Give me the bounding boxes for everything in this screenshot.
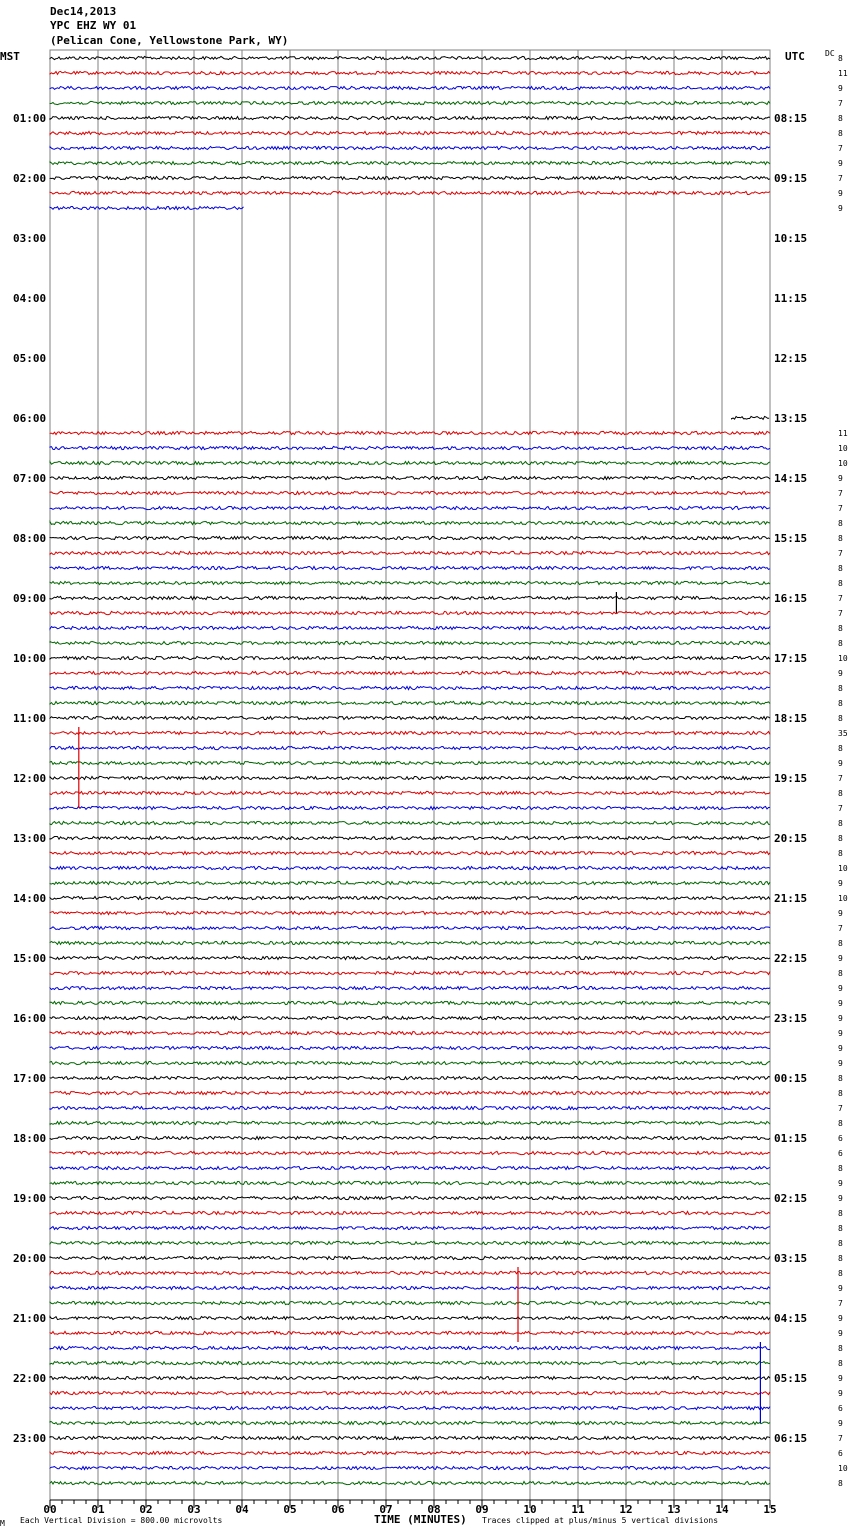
dc-offset-value: 7 <box>838 774 843 783</box>
seismic-trace <box>50 881 770 884</box>
hour-label-mst: 06:00 <box>13 412 47 425</box>
dc-offset-value: 8 <box>838 54 843 63</box>
hour-label-utc: 06:15 <box>774 1432 808 1445</box>
seismic-trace <box>50 1091 770 1094</box>
left-timezone-label: MST <box>0 50 20 63</box>
seismic-trace <box>50 1316 770 1319</box>
plot-frame <box>50 50 770 1500</box>
seismic-trace <box>50 56 770 59</box>
x-tick-label: 00 <box>43 1503 57 1516</box>
seismic-trace <box>50 71 770 74</box>
seismic-trace <box>50 1001 770 1004</box>
seismic-trace <box>732 416 770 419</box>
dc-offset-value: 8 <box>838 1254 843 1263</box>
seismic-trace <box>50 1211 770 1214</box>
dc-offset-value: 9 <box>838 909 843 918</box>
dc-offset-value: 6 <box>838 1149 843 1158</box>
corner-mark: M <box>0 1519 5 1528</box>
seismic-trace <box>50 731 770 734</box>
hour-label-mst: 09:00 <box>13 592 47 605</box>
seismic-trace <box>50 491 770 494</box>
seismic-trace <box>50 581 770 584</box>
seismic-trace <box>50 146 770 149</box>
dc-offset-value: 9 <box>838 1194 843 1203</box>
seismic-trace <box>50 716 770 719</box>
dc-offset-value: 9 <box>838 1284 843 1293</box>
seismic-trace <box>50 851 770 854</box>
seismic-trace <box>50 1271 770 1274</box>
hour-label-utc: 19:15 <box>774 772 808 785</box>
dc-offset-value: 8 <box>838 624 843 633</box>
seismic-trace <box>50 671 770 674</box>
seismic-trace <box>50 566 770 569</box>
seismic-trace <box>50 1061 770 1064</box>
hour-label-utc: 16:15 <box>774 592 808 605</box>
seismic-trace <box>50 1301 770 1304</box>
dc-offset-value: 7 <box>838 504 843 513</box>
seismic-trace <box>50 686 770 689</box>
hour-label-mst: 03:00 <box>13 232 47 245</box>
hour-label-mst: 01:00 <box>13 112 47 125</box>
hour-label-utc: 11:15 <box>774 292 808 305</box>
hour-label-mst: 17:00 <box>13 1072 47 1085</box>
hour-label-mst: 21:00 <box>13 1312 47 1325</box>
dc-offset-value: 8 <box>838 684 843 693</box>
hour-label-mst: 16:00 <box>13 1012 47 1025</box>
dc-offset-value: 8 <box>838 639 843 648</box>
dc-offset-value: 9 <box>838 1014 843 1023</box>
traces-group <box>50 54 848 1488</box>
dc-offset-value: 10 <box>838 459 848 468</box>
seismic-trace <box>50 1136 770 1139</box>
hour-label-mst: 23:00 <box>13 1432 47 1445</box>
dc-offset-value: 8 <box>838 534 843 543</box>
seismic-trace <box>50 191 770 194</box>
hour-label-mst: 18:00 <box>13 1132 47 1145</box>
seismic-trace <box>50 626 770 629</box>
dc-offset-value: 9 <box>838 984 843 993</box>
dc-offset-value: 8 <box>838 1239 843 1248</box>
seismic-trace <box>50 1031 770 1034</box>
dc-offset-value: 8 <box>838 1209 843 1218</box>
dc-offset-value: 9 <box>838 474 843 483</box>
dc-offset-value: 7 <box>838 144 843 153</box>
hour-label-utc: 21:15 <box>774 892 808 905</box>
dc-offset-value: 8 <box>838 849 843 858</box>
x-tick-label: 03 <box>187 1503 201 1516</box>
seismic-trace <box>50 446 770 449</box>
seismic-trace <box>50 1361 770 1364</box>
x-tick-label: 14 <box>715 1503 729 1516</box>
dc-offset-value: 6 <box>838 1449 843 1458</box>
seismic-trace <box>50 536 770 539</box>
dc-offset-value: 8 <box>838 114 843 123</box>
seismic-trace <box>50 1406 770 1409</box>
dc-offset-value: 9 <box>838 1029 843 1038</box>
dc-offset-value: 8 <box>838 1074 843 1083</box>
hour-label-utc: 17:15 <box>774 652 808 665</box>
seismic-trace <box>50 641 770 644</box>
seismic-trace <box>50 1421 770 1424</box>
seismic-trace <box>50 1331 770 1334</box>
dc-offset-value: 7 <box>838 549 843 558</box>
seismic-trace <box>50 1436 770 1439</box>
seismic-trace <box>50 1196 770 1199</box>
seismic-trace <box>50 746 770 749</box>
seismic-trace <box>50 1376 770 1379</box>
seismic-trace <box>50 701 770 704</box>
seismic-trace <box>50 1046 770 1049</box>
seismic-trace <box>50 971 770 974</box>
clip-note: Traces clipped at plus/minus 5 vertical divisions <box>482 1516 719 1525</box>
seismic-trace <box>50 1181 770 1184</box>
dc-offset-value: 8 <box>838 1119 843 1128</box>
dc-offset-value: 7 <box>838 489 843 498</box>
dc-offset-value: 9 <box>838 954 843 963</box>
dc-offset-value: 9 <box>838 1389 843 1398</box>
dc-offset-value: 9 <box>838 1059 843 1068</box>
seismic-trace <box>50 1121 770 1124</box>
seismic-trace <box>50 161 770 164</box>
hour-label-mst: 14:00 <box>13 892 47 905</box>
seismic-trace <box>50 1391 770 1394</box>
seismic-trace <box>50 596 770 599</box>
header-station: YPC EHZ WY 01 <box>50 19 137 32</box>
seismic-trace <box>50 941 770 944</box>
dc-offset-value: 9 <box>838 1329 843 1338</box>
seismic-trace <box>50 1166 770 1169</box>
x-tick-label: 06 <box>331 1503 345 1516</box>
seismic-trace <box>50 131 770 134</box>
dc-offset-value: 8 <box>838 129 843 138</box>
seismic-trace <box>50 776 770 779</box>
hour-label-utc: 12:15 <box>774 352 808 365</box>
hour-label-utc: 14:15 <box>774 472 808 485</box>
hour-label-mst: 13:00 <box>13 832 47 845</box>
seismic-trace <box>50 1451 770 1454</box>
dc-offset-value: 9 <box>838 204 843 213</box>
seismic-trace <box>50 1226 770 1229</box>
seismic-trace <box>50 1286 770 1289</box>
dc-offset-value: 9 <box>838 1179 843 1188</box>
dc-offset-value: 9 <box>838 759 843 768</box>
seismic-trace <box>50 1016 770 1019</box>
seismic-trace <box>50 431 770 434</box>
seismic-trace <box>50 896 770 899</box>
dc-offset-value: 7 <box>838 1104 843 1113</box>
dc-offset-value: 8 <box>838 699 843 708</box>
seismic-trace <box>50 1466 770 1469</box>
x-axis-label: TIME (MINUTES) <box>374 1513 467 1526</box>
header-location: (Pelican Cone, Yellowstone Park, WY) <box>50 34 289 47</box>
x-tick-label: 01 <box>91 1503 105 1516</box>
hour-label-mst: 11:00 <box>13 712 47 725</box>
dc-offset-value: 9 <box>838 84 843 93</box>
hour-label-utc: 08:15 <box>774 112 808 125</box>
dc-offset-value: 11 <box>838 429 848 438</box>
seismic-trace <box>50 1076 770 1079</box>
dc-offset-value: 7 <box>838 924 843 933</box>
hour-label-utc: 15:15 <box>774 532 808 545</box>
dc-offset-value: 8 <box>838 564 843 573</box>
seismic-trace <box>50 611 770 614</box>
hour-label-mst: 19:00 <box>13 1192 47 1205</box>
seismic-trace <box>50 1241 770 1244</box>
x-tick-label: 12 <box>619 1503 633 1516</box>
seismic-trace <box>50 836 770 839</box>
seismic-trace <box>50 791 770 794</box>
seismic-trace <box>50 1346 770 1349</box>
hour-label-mst: 20:00 <box>13 1252 47 1265</box>
hour-label-mst: 04:00 <box>13 292 47 305</box>
hour-label-utc: 23:15 <box>774 1012 808 1025</box>
hour-label-mst: 05:00 <box>13 352 47 365</box>
hour-label-utc: 09:15 <box>774 172 808 185</box>
seismic-trace <box>50 866 770 869</box>
scale-note: Each Vertical Division = 800.00 microvolts <box>20 1516 223 1525</box>
hour-label-utc: 20:15 <box>774 832 808 845</box>
hour-label-mst: 12:00 <box>13 772 47 785</box>
dc-offset-value: 6 <box>838 1404 843 1413</box>
right-timezone-label: UTC <box>785 50 805 63</box>
dc-offset-value: 9 <box>838 1374 843 1383</box>
dc-offset-value: 9 <box>838 879 843 888</box>
seismic-trace <box>50 1106 770 1109</box>
dc-offset-value: 8 <box>838 1359 843 1368</box>
seismic-trace <box>50 656 770 659</box>
hour-label-utc: 10:15 <box>774 232 808 245</box>
seismic-trace <box>50 911 770 914</box>
seismic-trace <box>50 821 770 824</box>
x-tick-label: 07 <box>379 1503 393 1516</box>
dc-offset-value: 8 <box>838 1344 843 1353</box>
x-tick-label: 09 <box>475 1503 489 1516</box>
dc-offset-value: 8 <box>838 1479 843 1488</box>
hour-label-utc: 04:15 <box>774 1312 808 1325</box>
x-tick-label: 15 <box>763 1503 777 1516</box>
hour-label-utc: 22:15 <box>774 952 808 965</box>
seismic-trace <box>50 806 770 809</box>
x-tick-label: 13 <box>667 1503 681 1516</box>
hour-label-utc: 00:15 <box>774 1072 808 1085</box>
dc-offset-value: 7 <box>838 594 843 603</box>
dc-offset-value: 10 <box>838 654 848 663</box>
hour-label-mst: 02:00 <box>13 172 47 185</box>
dc-offset-value: 7 <box>838 1299 843 1308</box>
seismic-trace <box>50 1481 770 1484</box>
hour-label-mst: 22:00 <box>13 1372 47 1385</box>
dc-offset-value: 35 <box>838 729 848 738</box>
dc-offset-value: 8 <box>838 789 843 798</box>
dc-offset-value: 10 <box>838 1464 848 1473</box>
dc-offset-value: 7 <box>838 174 843 183</box>
dc-offset-value: 6 <box>838 1134 843 1143</box>
x-tick-label: 05 <box>283 1503 297 1516</box>
hour-label-utc: 18:15 <box>774 712 808 725</box>
seismic-trace <box>50 461 770 464</box>
seismic-trace <box>50 176 770 179</box>
hour-label-utc: 13:15 <box>774 412 808 425</box>
dc-offset-value: 7 <box>838 609 843 618</box>
dc-offset-value: 11 <box>838 69 848 78</box>
seismic-trace <box>50 506 770 509</box>
dc-offset-value: 8 <box>838 744 843 753</box>
hour-label-mst: 08:00 <box>13 532 47 545</box>
dc-offset-value: 7 <box>838 99 843 108</box>
x-tick-label: 11 <box>571 1503 585 1516</box>
seismic-trace <box>50 476 770 479</box>
dc-offset-value: 8 <box>838 834 843 843</box>
dc-label: DC <box>825 49 835 58</box>
dc-offset-value: 8 <box>838 519 843 528</box>
seismic-trace <box>50 116 770 119</box>
seismic-trace <box>50 86 770 89</box>
dc-offset-value: 8 <box>838 1269 843 1278</box>
dc-offset-value: 7 <box>838 804 843 813</box>
dc-offset-value: 8 <box>838 714 843 723</box>
seismic-trace <box>50 1151 770 1154</box>
dc-offset-value: 8 <box>838 1224 843 1233</box>
dc-offset-value: 8 <box>838 579 843 588</box>
hour-label-utc: 02:15 <box>774 1192 808 1205</box>
x-tick-label: 10 <box>523 1503 537 1516</box>
seismic-trace <box>50 926 770 929</box>
dc-offset-value: 9 <box>838 1419 843 1428</box>
dc-offset-value: 8 <box>838 939 843 948</box>
hour-label-utc: 05:15 <box>774 1372 808 1385</box>
dc-offset-value: 8 <box>838 969 843 978</box>
seismic-trace <box>50 521 770 524</box>
dc-offset-value: 8 <box>838 819 843 828</box>
seismic-trace <box>50 986 770 989</box>
dc-offset-value: 9 <box>838 189 843 198</box>
x-tick-label: 02 <box>139 1503 153 1516</box>
seismic-trace <box>50 101 770 104</box>
dc-offset-value: 9 <box>838 159 843 168</box>
dc-offset-value: 9 <box>838 1314 843 1323</box>
hour-label-mst: 07:00 <box>13 472 47 485</box>
dc-offset-value: 9 <box>838 1044 843 1053</box>
seismic-trace <box>50 206 244 209</box>
dc-offset-value: 8 <box>838 1089 843 1098</box>
hour-label-utc: 03:15 <box>774 1252 808 1265</box>
dc-offset-value: 9 <box>838 999 843 1008</box>
hour-label-utc: 01:15 <box>774 1132 808 1145</box>
x-tick-label: 08 <box>427 1503 441 1516</box>
dc-offset-value: 10 <box>838 444 848 453</box>
seismic-trace <box>50 761 770 764</box>
dc-offset-value: 9 <box>838 669 843 678</box>
dc-offset-value: 10 <box>838 894 848 903</box>
dc-offset-value: 10 <box>838 864 848 873</box>
x-tick-label: 04 <box>235 1503 249 1516</box>
seismic-trace <box>50 551 770 554</box>
dc-offset-value: 8 <box>838 1164 843 1173</box>
dc-offset-value: 7 <box>838 1434 843 1443</box>
seismic-trace <box>50 1256 770 1259</box>
hour-label-mst: 15:00 <box>13 952 47 965</box>
header-date: Dec14,2013 <box>50 5 117 18</box>
hour-label-mst: 10:00 <box>13 652 47 665</box>
seismic-trace <box>50 956 770 959</box>
